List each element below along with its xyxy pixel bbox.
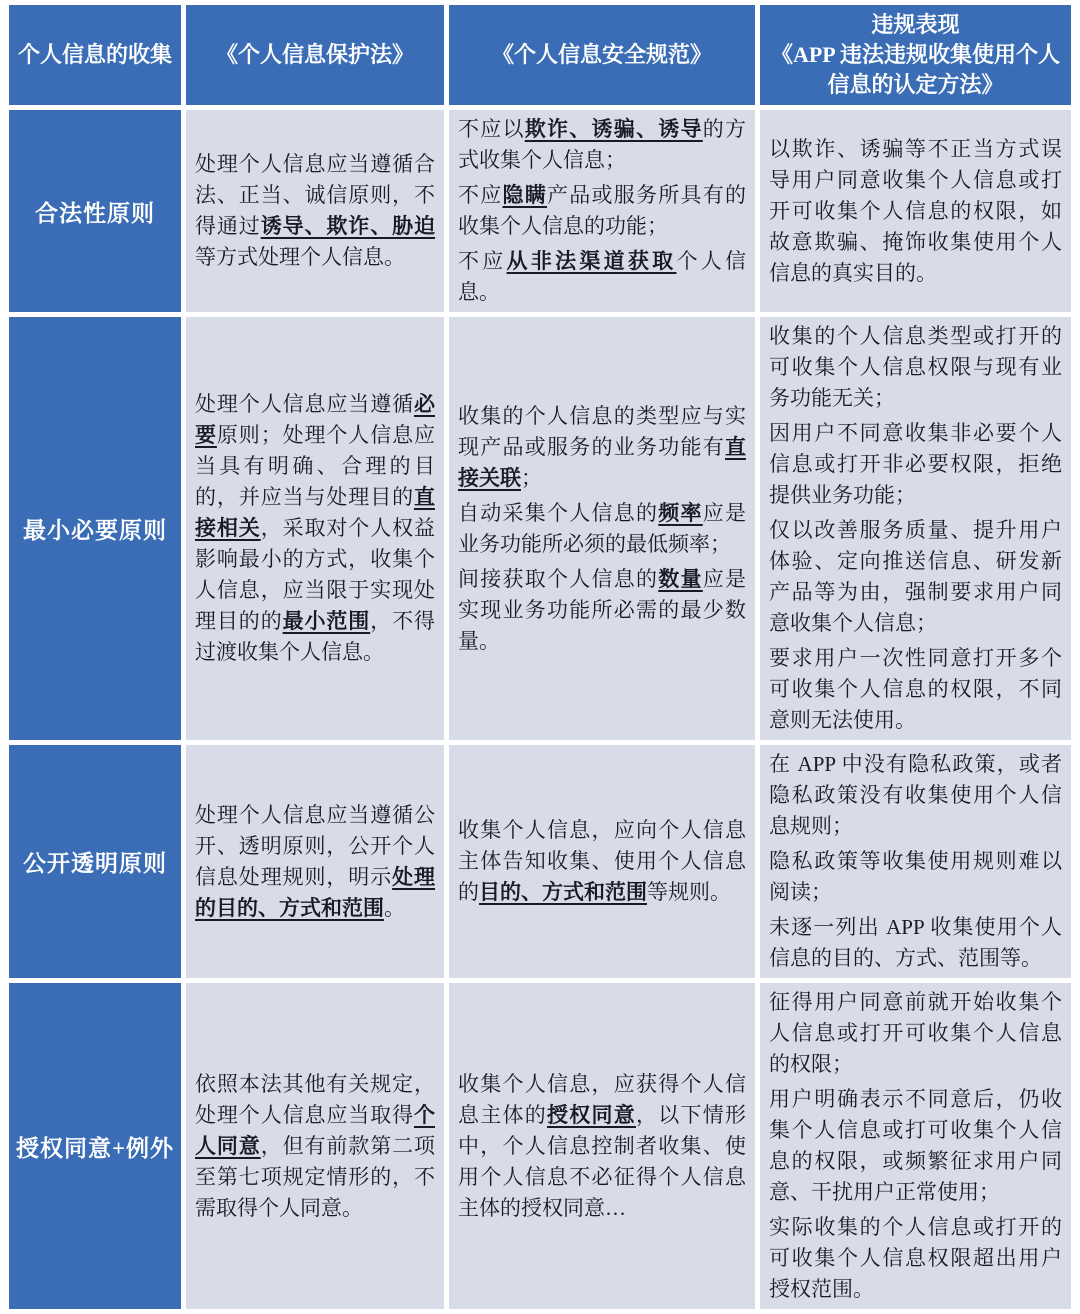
text-run: 以欺诈、诱骗等不正当方式误导用户同意收集个人信息或打开可收集个人信息的权限，如故意欺骗、掩饰收集使用个人信息的真实目的。 [769, 136, 1062, 285]
table-row [9, 983, 1071, 1309]
text-run: 应是业务功能所必须的最低频率； [458, 500, 746, 556]
text-run: ，以下情形中，个人信息控制者收集、使用个人信息不必征得个人信息主体的授权同意… [458, 1102, 746, 1220]
emphasized-text: 诱导、欺诈、胁迫 [260, 214, 436, 238]
emphasized-text: 直接关联 [458, 434, 746, 490]
paragraph [195, 800, 435, 924]
text-run: 应是实现业务功能所必需的最少数量。 [458, 566, 746, 653]
paragraph [458, 815, 746, 908]
emphasized-text: 隐瞒 [502, 183, 547, 207]
paragraph [458, 246, 746, 308]
emphasized-text: 直接相关 [195, 485, 435, 540]
text-run: 收集的个人信息的类型应与实现产品或服务的业务功能有 [458, 403, 746, 459]
paragraph [769, 515, 1062, 639]
text-run: 处理个人信息应当遵循 [195, 392, 414, 416]
column-header-violations [760, 5, 1071, 105]
paragraph [458, 180, 746, 242]
security-spec-cell [449, 983, 755, 1309]
law-cell [186, 317, 444, 740]
security-spec-cell [449, 110, 755, 312]
text-run: 产品或服务所具有的收集个人信息的功能； [458, 183, 746, 238]
table-header-row [9, 5, 1071, 105]
row-label-cell: 授权同意+例外 [9, 983, 181, 1309]
text-run: 间接获取个人信息的 [458, 566, 659, 591]
table-body [9, 110, 1071, 1309]
text-run: 收集个人信息，应获得个人信息主体的 [458, 1071, 746, 1127]
column-header-collection [9, 5, 181, 105]
text-run: 原则；处理个人信息应当具有明确、合理的目的，并应当与处理目的 [195, 423, 436, 509]
header-line: 《个人信息安全规范》 [491, 42, 712, 67]
text-run: 因用户不同意收集非必要个人信息或打开非必要权限，拒绝提供业务功能； [769, 421, 1062, 507]
violations-cell [760, 317, 1071, 740]
law-cell [186, 983, 444, 1309]
violations-cell [760, 110, 1071, 312]
paragraph [769, 321, 1062, 414]
header-line: 违规表现 [871, 12, 960, 37]
text-run: 等规则。 [647, 880, 731, 904]
paragraph [769, 1212, 1062, 1305]
law-cell [186, 745, 444, 978]
text-run: 要求用户一次性同意打开多个可收集个人信息的权限，不同意则无法使用。 [769, 646, 1062, 732]
text-run: 收集个人信息，应向个人信息主体告知收集、使用个人信息的 [458, 818, 746, 904]
emphasized-text: 处理的目的、方式和范围 [195, 864, 436, 920]
law-cell [186, 110, 444, 312]
paragraph [769, 912, 1062, 974]
text-run: 不应 [458, 183, 503, 207]
text-run: 用户明确表示不同意后，仍收集个人信息或打可收集个人信息的权限，或频繁征求用户同意、干扰用户正常使用； [769, 1087, 1062, 1204]
emphasized-text: 必要 [195, 392, 435, 447]
paragraph [769, 643, 1062, 736]
emphasized-text: 授权同意 [547, 1102, 636, 1127]
header-line: 个人信息的收集 [17, 42, 172, 67]
header-row [9, 5, 1071, 105]
header-line: 《APP 违法违规收集使用个人信息的认定方法》 [770, 42, 1061, 97]
paragraph [769, 134, 1062, 289]
security-spec-cell [449, 317, 755, 740]
regulation-table [4, 0, 1076, 1314]
table-row [9, 745, 1071, 978]
text-run: 在 APP 中没有隐私政策，或者隐私政策没有收集使用个人信息规则； [769, 752, 1062, 838]
paragraph [769, 987, 1062, 1080]
row-label-cell: 合法性原则 [9, 110, 181, 312]
text-run: 收集的个人信息类型或打开的可收集个人信息权限与现有业务功能无关； [769, 324, 1062, 410]
paragraph [458, 114, 746, 176]
table-row [9, 110, 1071, 312]
violations-cell [760, 745, 1071, 978]
paragraph [769, 846, 1062, 908]
column-header-security-spec [449, 5, 755, 105]
text-run: 。 [384, 895, 405, 920]
text-run: 征得用户同意前就开始收集个人信息或打开可收集个人信息的权限； [769, 990, 1062, 1076]
text-run: 仅以改善服务质量、提升用户体验、定向推送信息、研发新产品等为由，强制要求用户同意收集个人信息； [769, 518, 1062, 635]
violations-cell [760, 983, 1071, 1309]
table-row [9, 317, 1071, 740]
paragraph [458, 1069, 746, 1224]
text-run: ，采取对个人权益影响最小的方式，收集个人信息，应当限于实现处理目的的 [195, 516, 436, 633]
paragraph [769, 418, 1062, 511]
text-run: 处理个人信息应当遵循合法、正当、诚信原则，不得通过 [195, 152, 435, 238]
emphasized-text: 个人同意 [195, 1102, 435, 1158]
row-label-cell: 公开透明原则 [9, 745, 181, 978]
text-run: ，但有前款第二项至第七项规定情形的，不需取得个人同意。 [195, 1133, 436, 1220]
text-run: 自动采集个人信息的 [458, 500, 659, 525]
row-label-cell: 最小必要原则 [9, 317, 181, 740]
emphasized-text: 欺诈、诱骗、诱导 [524, 117, 703, 141]
emphasized-text: 数量 [658, 566, 703, 591]
text-run: 处理个人信息应当遵循公开、透明原则，公开个人信息处理规则，明示 [195, 802, 435, 889]
text-run: 的方式收集个人信息； [458, 117, 746, 172]
emphasized-text: 目的、方式和范围 [479, 880, 647, 904]
paragraph [458, 564, 746, 657]
text-run: 不应 [458, 249, 507, 273]
paragraph [195, 1069, 435, 1224]
text-run: 未逐一列出 APP 收集使用个人信息的目的、方式、范围等。 [769, 915, 1062, 970]
text-run: 依照本法其他有关规定，处理个人信息应当取得 [195, 1071, 435, 1127]
text-run: 实际收集的个人信息或打开的可收集个人信息权限超出用户授权范围。 [769, 1215, 1062, 1301]
emphasized-text: 从非法渠道获取 [506, 249, 677, 273]
paragraph [769, 1084, 1062, 1208]
text-run: 等方式处理个人信息。 [195, 245, 405, 269]
text-run: 个人信息。 [458, 249, 747, 304]
paragraph [195, 149, 435, 273]
paragraph [769, 749, 1062, 842]
emphasized-text: 最小范围 [282, 609, 371, 633]
paragraph [195, 389, 435, 668]
paragraph [458, 498, 746, 560]
text-run: 不应以 [458, 117, 525, 141]
paragraph [458, 401, 746, 494]
text-run: ，不得过渡收集个人信息。 [195, 609, 436, 664]
column-header-pipl [186, 5, 444, 105]
text-run: 隐私政策等收集使用规则难以阅读； [769, 849, 1062, 904]
text-run: ； [521, 465, 542, 490]
header-line: 《个人信息保护法》 [215, 42, 414, 67]
emphasized-text: 频率 [658, 500, 703, 525]
security-spec-cell [449, 745, 755, 978]
